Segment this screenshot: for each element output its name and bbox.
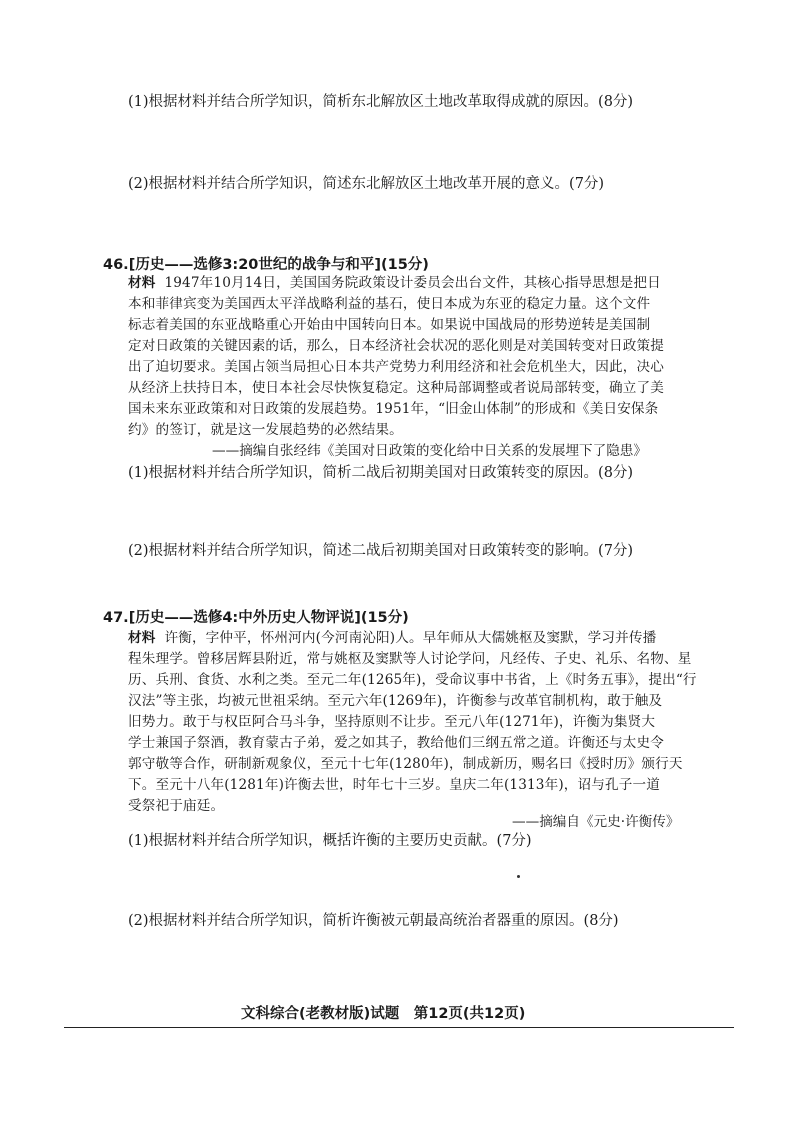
q46-source: ——摘编自张经纬《美国对日政策的变化给中日关系的发展埋下了隐患》 [212,443,647,459]
page-footer: 文科综合(老教材版)试题 第12页(共12页) [241,1006,526,1022]
q46-material-line: 从经济上扶持日本，使日本社会尽快恢复稳定。这种局部调整或者说局部转变，确立了美 [128,380,665,396]
q47-number: 47. [103,610,129,626]
q47-material-line: 学士兼国子祭酒，教育蒙古子弟，爱之如其子，教给他们三纲五常之道。许衡还与太史令 [128,735,665,751]
q46-question-2: (2)根据材料并结合所学知识，简述二战后初期美国对日政策转变的影响。(7分) [128,543,634,559]
q47-material-line: 旧势力。敢于与权臣阿合马斗争，坚持原则不让步。至元八年(1271年)，许衡为集贤大 [128,714,656,730]
q47-material-line: 郭守敬等合作，研制新观象仪，至元十七年(1280年)，制成新历，赐名曰《授时历》颁行天 [128,756,683,772]
q46-material-line [128,273,661,293]
q46-material-line: 约》的签订，就是这一发展趋势的必然结果。 [128,422,403,438]
q46-title-text: [历史——选修3:20世纪的战争与和平](15分) [128,257,429,273]
q47-question-2: (2)根据材料并结合所学知识，简析许衡被元朝最高统治者器重的原因。(8分) [128,913,619,929]
prev-question-1: (1)根据材料并结合所学知识，简析东北解放区土地改革取得成就的原因。(8分) [128,94,634,110]
q46-material-label: 材料 [128,275,156,291]
q47-title [103,608,409,628]
q46-question-1: (1)根据材料并结合所学知识，简析二战后初期美国对日政策转变的原因。(8分) [128,465,634,481]
q47-source: ——摘编自《元史·许衡传》 [512,814,680,830]
q47-title-text: [历史——选修4:中外历史人物评说](15分) [128,610,409,626]
q47-material-line [128,628,656,648]
q46-title [103,255,429,275]
stray-dot [517,875,520,878]
q47-material-line: 历、兵刑、食货、水利之类。至元二年(1265年)，受命议事中书省，上《时务五事》，提出“行 [128,672,697,688]
q47-material-line: 受祭祀于庙廷。 [128,798,225,814]
q47-question-1: (1)根据材料并结合所学知识，概括许衡的主要历史贡献。(7分) [128,833,532,849]
q46-number: 46. [103,257,129,273]
q46-material-line: 国未来东亚政策和对日政策的发展趋势。1951年，“旧金山体制”的形成和《美日安保条 [128,401,659,417]
q47-material-text: 许衡，字仲平，怀州河内(今河南沁阳)人。早年师从大儒姚枢及窦默，学习并传播 [164,630,657,646]
q46-material-line: 定对日政策的关键因素的话，那么，日本经济社会状况的恶化则是对美国转变对日政策提 [128,338,665,354]
q46-material-line: 出了迫切要求。美国占领当局担心日本共产党势力利用经济和社会危机坐大，因此，决心 [128,359,665,375]
q47-material-line: 汉法”等主张，均被元世祖采纳。至元六年(1269年)，许衡参与改革官制机构，敢于触及 [128,693,663,709]
q46-material-line: 本和菲律宾变为美国西太平洋战略利益的基石，使日本成为东亚的稳定力量。这个文件 [128,296,651,312]
q47-material-label: 材料 [128,630,156,646]
q46-material-line: 标志着美国的东亚战略重心开始由中国转向日本。如果说中国战局的形势逆转是美国制 [128,317,651,333]
q47-material-line: 下。至元十八年(1281年)许衡去世，时年七十三岁。皇庆二年(1313年)，诏与孔子一道 [128,777,661,793]
footer-divider [64,1027,734,1028]
q46-material-text: 1947年10月14日，美国国务院政策设计委员会出台文件，其核心指导思想是把日 [164,275,661,291]
prev-question-2: (2)根据材料并结合所学知识，简述东北解放区土地改革开展的意义。(7分) [128,176,605,192]
q47-material-line: 程朱理学。曾移居辉县附近，常与姚枢及窦默等人讨论学问，凡经传、子史、礼乐、名物、星 [128,651,692,667]
